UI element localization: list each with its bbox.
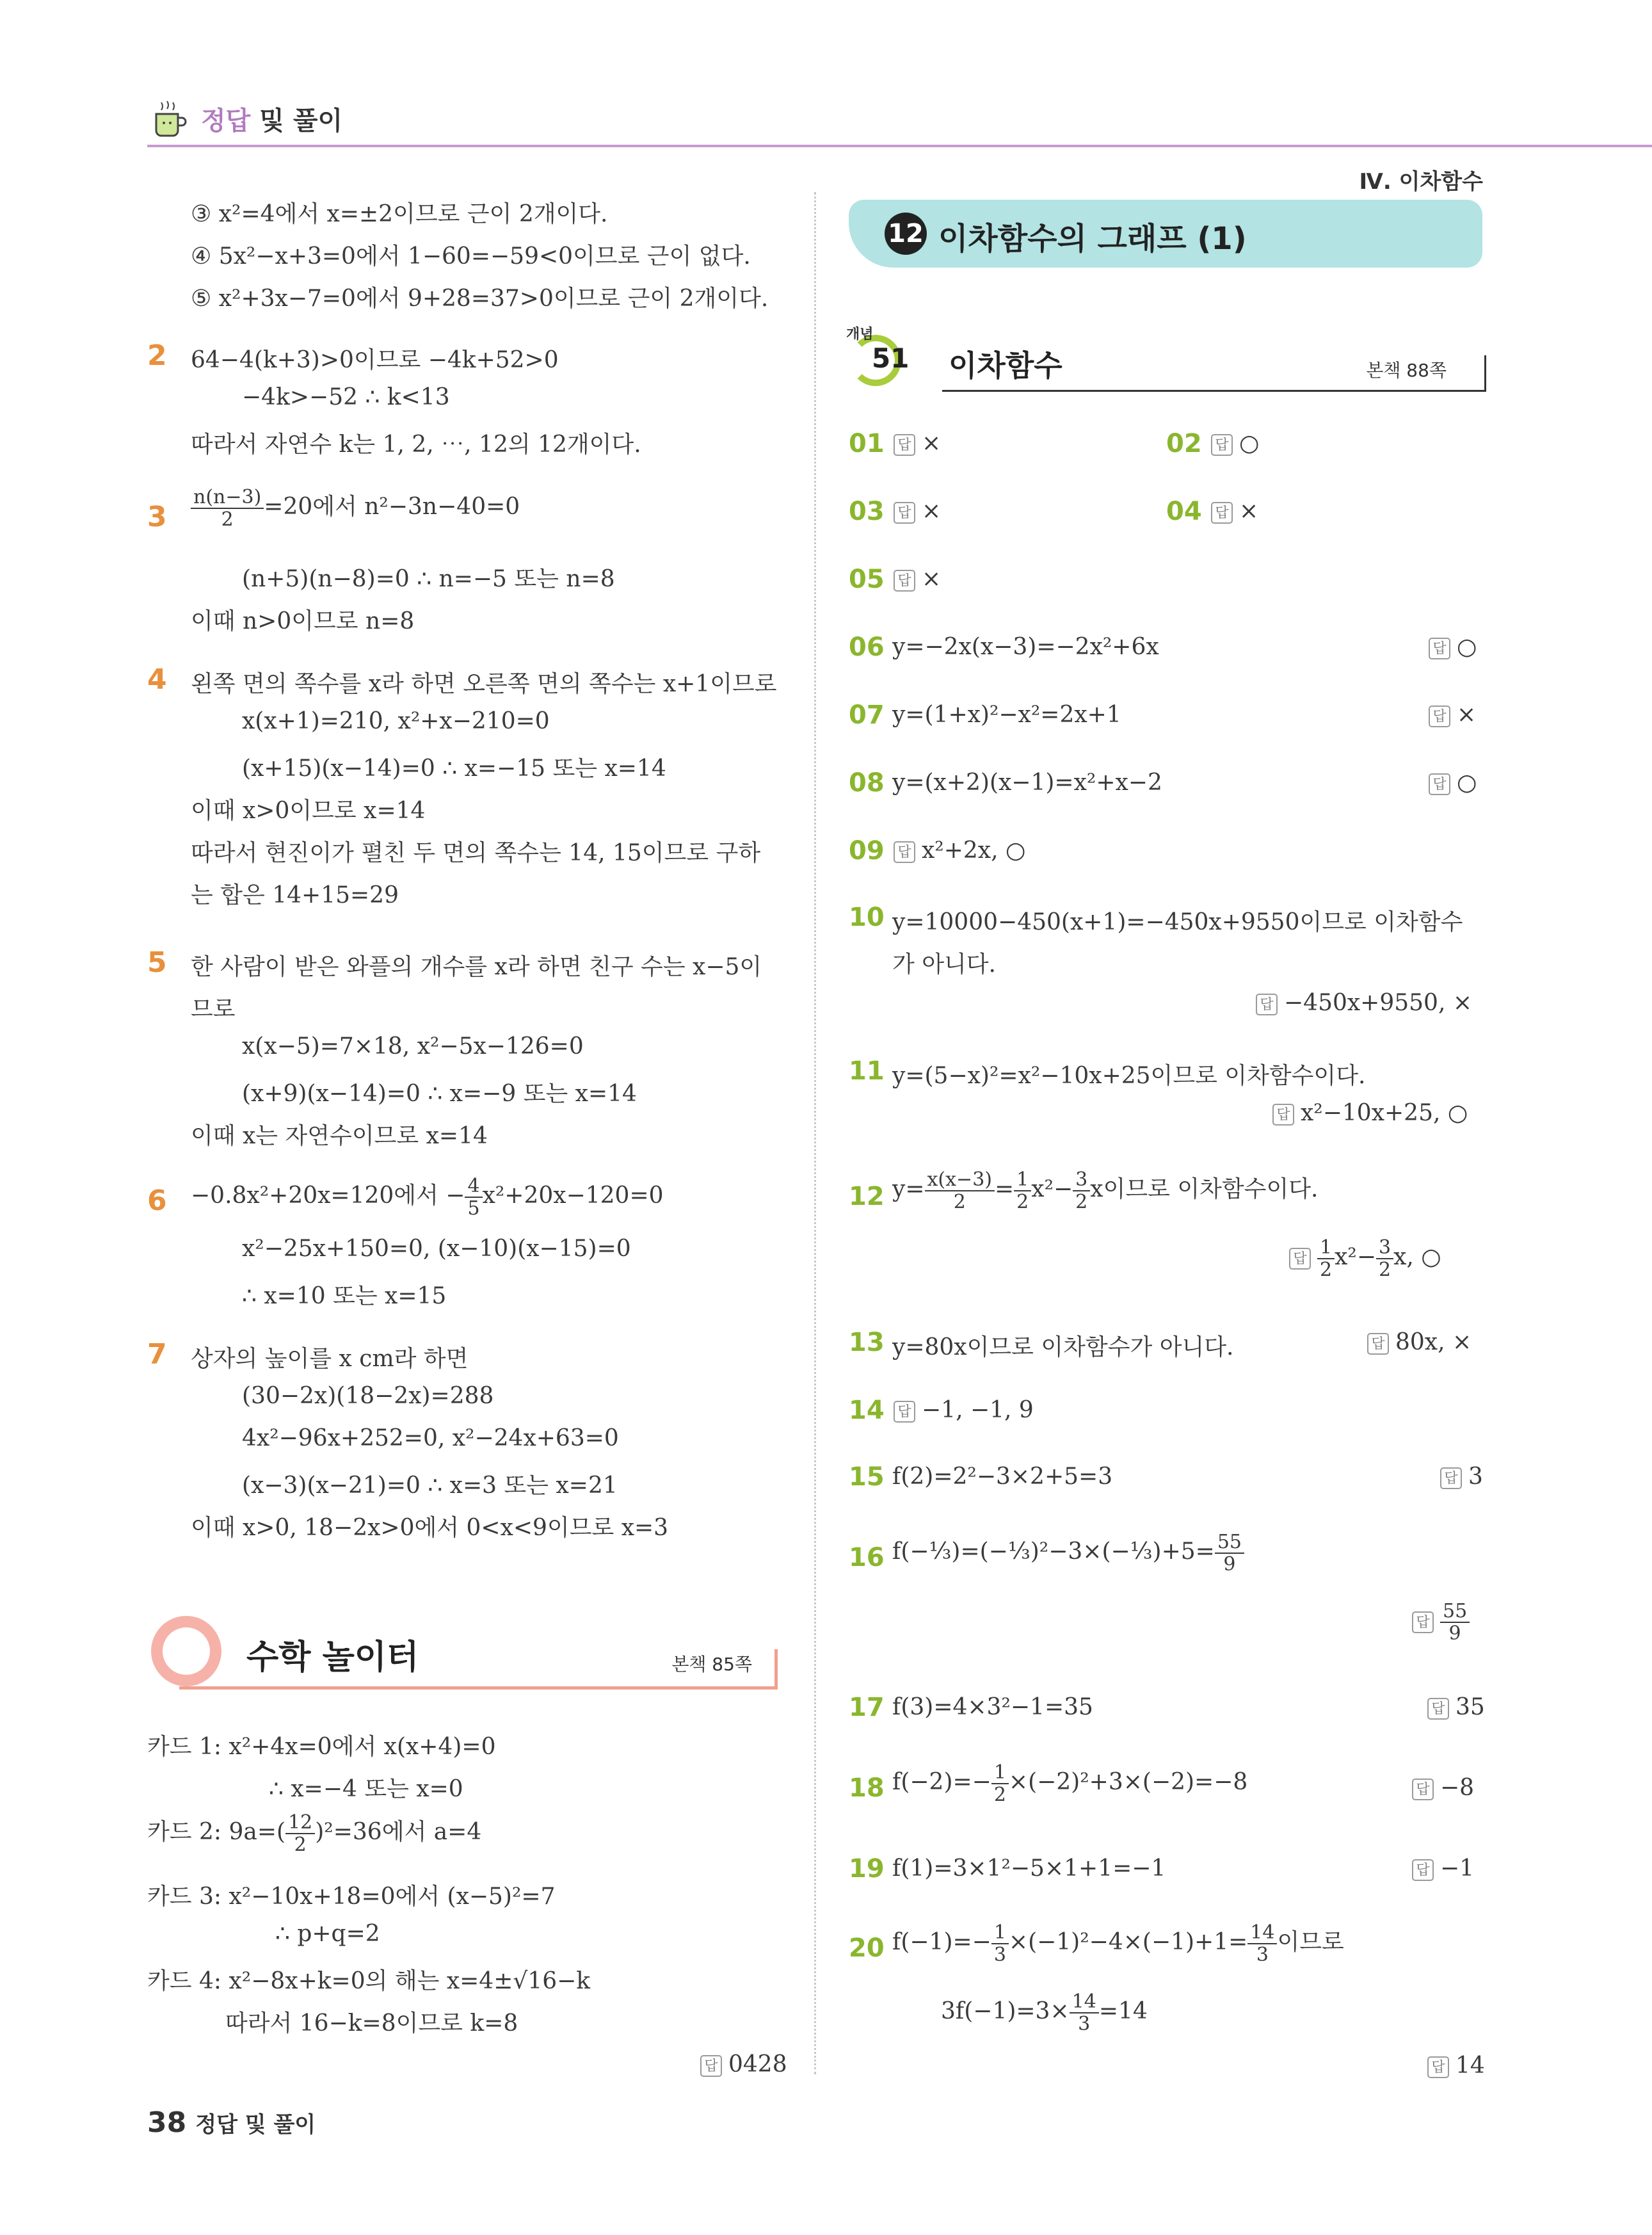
footer-title: 정답 및 풀이 [195, 2112, 316, 2138]
answer-icon: 답 [1412, 1611, 1434, 1633]
solution-line: −4k>−52 ∴ k<13 [242, 384, 450, 410]
solution-line: 므로 [191, 996, 236, 1022]
answer-icon: 답 [894, 570, 915, 592]
solution-line: y=80x이므로 이차함수가 아니다. [892, 1334, 1234, 1360]
header-title-answer: 정답 [201, 106, 251, 136]
answer-number: 03 [849, 497, 885, 526]
answer-number: 01 [849, 429, 885, 458]
concept-label: 개념 [846, 327, 874, 343]
fraction: $\frac{1}{2}$ [1014, 1169, 1031, 1213]
answer-value: 답 80x, × [1367, 1329, 1472, 1355]
answer-number: 04 [1166, 497, 1202, 526]
answer-number: 10 [849, 903, 885, 932]
answer-number: 17 [849, 1693, 885, 1722]
solution-line: x²−25x+150=0, (x−10)(x−15)=0 [242, 1236, 631, 1262]
solution-line: (x+9)(x−14)=0 ∴ x=−9 또는 x=14 [242, 1081, 637, 1107]
fraction: $\frac{4}{5}$ [465, 1175, 482, 1219]
chapter-label: Ⅳ. 이차함수 [1359, 169, 1483, 195]
header-divider [147, 145, 1652, 147]
problem-number: 2 [147, 339, 167, 372]
answer-icon: 답 [894, 434, 915, 456]
answer-icon: 답 [1427, 1698, 1449, 1720]
answer-icon: 답 [1412, 1859, 1434, 1881]
answer-icon: 답 [1429, 638, 1450, 659]
column-divider [814, 192, 816, 2074]
answer-icon: 답 [1272, 1104, 1294, 1126]
page-footer [147, 2106, 316, 2139]
answer-icon: 답 [700, 2055, 722, 2077]
answer-value: 답 −1, −1, 9 [894, 1397, 1034, 1423]
answer-icon: 답 [1367, 1333, 1389, 1355]
solution-line: y=−2x(x−3)=−2x²+6x [892, 634, 1159, 660]
solution-line: 한 사람이 받은 와플의 개수를 x라 하면 친구 수는 x−5이 [191, 954, 762, 980]
solution-line: f(3)=4×3²−1=35 [892, 1694, 1093, 1720]
playground-title: 수학 놀이터 [246, 1638, 419, 1677]
fraction: $\frac{1}{3}$ [991, 1922, 1009, 1965]
card-solution: 카드 1: x²+4x=0에서 x(x+4)=0 [147, 1734, 496, 1760]
solution-line: y=(1+x)²−x²=2x+1 [892, 702, 1121, 728]
answer-icon: 답 [1429, 773, 1450, 795]
fraction: $\frac{12}{2}$ [285, 1812, 315, 1855]
answer-icon: 답 [1412, 1779, 1434, 1800]
answer-number: 18 [849, 1773, 885, 1803]
problem-number: 5 [147, 946, 167, 979]
solution-line: 4x²−96x+252=0, x²−24x+63=0 [242, 1425, 619, 1451]
fraction: $\frac{14}{3}$ [1070, 1991, 1099, 2035]
answer-value: 답 ○ [1429, 770, 1477, 796]
solution-line: 3f(−1)=3× $\frac{14}{3}$ =14 [941, 1990, 1148, 2035]
solution-line: 는 합은 14+15=29 [191, 882, 399, 908]
solution-line: 따라서 현진이가 펼친 두 면의 쪽수는 14, 15이므로 구하 [191, 840, 761, 866]
answer-value: 답 −450x+9550, × [1256, 990, 1472, 1016]
answer-number: 09 [849, 836, 885, 866]
solution-line: y=10000−450(x+1)=−450x+9550이므로 이차함수 [892, 909, 1463, 935]
answer-value: 답 × [1211, 498, 1258, 524]
fraction: $\frac{3}{2}$ [1073, 1169, 1090, 1213]
fraction: $\frac{55}{9}$ [1215, 1531, 1244, 1575]
solution-line: 이때 x>0이므로 x=14 [191, 798, 426, 824]
page-number: 38 [147, 2106, 187, 2139]
playground-answer: 답 0428 [700, 2051, 787, 2078]
solution-line: y=(x+2)(x−1)=x²+x−2 [892, 770, 1162, 796]
solution-line: (30−2x)(18−2x)=288 [242, 1383, 494, 1409]
answer-icon: 답 [1211, 502, 1233, 524]
card-solution: ∴ p+q=2 [275, 1921, 380, 1947]
answer-number: 20 [849, 1933, 885, 1963]
card-solution: 카드 2: 9a=( $\frac{12}{2}$ )²=36에서 a=4 [147, 1811, 482, 1856]
answer-number: 08 [849, 768, 885, 798]
solution-line: 따라서 자연수 k는 1, 2, ⋯, 12의 12개이다. [191, 432, 641, 458]
section-title: 이차함수의 그래프 (1) [938, 221, 1247, 257]
answer-icon: 답 [1211, 434, 1233, 456]
section-banner [849, 200, 1482, 268]
header-title-solution: 및 풀이 [259, 106, 343, 136]
problem-number: 3 [147, 501, 167, 533]
answer-value: 답 × [1429, 702, 1476, 728]
solution-line: 이때 x>0, 18−2x>0에서 0<x<9이므로 x=3 [191, 1515, 669, 1541]
answer-icon: 답 [1289, 1248, 1311, 1270]
answer-icon: 답 [894, 841, 915, 863]
solution-line: x(x+1)=210, x²+x−210=0 [242, 708, 550, 734]
answer-value: 답 × [894, 566, 941, 592]
math-playground-header [147, 1607, 778, 1697]
solution-line: 64−4(k+3)>0이므로 −4k+52>0 [191, 347, 559, 373]
solution-line: (x−3)(x−21)=0 ∴ x=3 또는 x=21 [242, 1473, 618, 1499]
solution-line: y= $\frac{x(x-3)}{2}$ = $\frac{1}{2}$ x²− $\frac{3}{2}$ x이므로 이차함수이다. [892, 1168, 1319, 1213]
solution-line: 가 아니다. [892, 951, 996, 978]
answer-number: 19 [849, 1854, 885, 1884]
solution-line: 왼쪽 면의 쪽수를 x라 하면 오른쪽 면의 쪽수는 x+1이므로 [191, 671, 777, 697]
solution-line: ⑤ x²+3x−7=0에서 9+28=37>0이므로 근이 2개이다. [191, 286, 769, 312]
answer-value: 답 3 [1440, 1464, 1483, 1490]
answer-value: 답 x²+2x, ○ [894, 837, 1025, 864]
answer-number: 07 [849, 700, 885, 730]
concept-number: 51 [872, 343, 910, 374]
solution-line: 이때 n>0이므로 n=8 [191, 608, 415, 634]
solution-line: 이때 x는 자연수이므로 x=14 [191, 1123, 488, 1149]
problem-number: 4 [147, 663, 167, 696]
card-solution: ∴ x=−4 또는 x=0 [269, 1776, 463, 1802]
answer-number: 12 [849, 1182, 885, 1211]
answer-value: 답 x²−10x+25, ○ [1272, 1100, 1468, 1126]
solution-line: f(1)=3×1²−5×1+1=−1 [892, 1855, 1166, 1882]
concept-title: 이차함수 [949, 348, 1063, 383]
playground-reference: 본책 85쪽 [671, 1654, 752, 1675]
answer-value: 답 35 [1427, 1694, 1485, 1720]
solution-line: (x+15)(x−14)=0 ∴ x=−15 또는 x=14 [242, 755, 666, 782]
solution-line: f(−1)=− $\frac{1}{3}$ ×(−1)²−4×(−1)+1= $\frac{14}{3}$ 이므로 [892, 1921, 1344, 1966]
answer-number: 13 [849, 1328, 885, 1357]
answer-icon: 답 [1429, 706, 1450, 727]
answer-icon: 답 [894, 502, 915, 524]
cup-icon [147, 96, 192, 141]
fraction: $\frac{55}{9}$ [1440, 1601, 1470, 1644]
problem-number: 7 [147, 1338, 167, 1371]
card-solution: 카드 3: x²−10x+18=0에서 (x−5)²=7 [147, 1884, 556, 1910]
fraction: $\frac{3}{2}$ [1376, 1237, 1393, 1280]
solution-line: x(x−5)=7×18, x²−5x−126=0 [242, 1033, 584, 1060]
answer-icon: 답 [1427, 2056, 1449, 2078]
answer-number: 14 [849, 1396, 885, 1425]
answer-value: 답 ○ [1429, 634, 1477, 660]
answer-value: 답 −1 [1412, 1855, 1474, 1882]
answer-value: 답 × [894, 498, 941, 524]
solution-line: y=(5−x)²=x²−10x+25이므로 이차함수이다. [892, 1063, 1366, 1089]
concept-header [846, 323, 1486, 400]
solution-line: f(−⅓)=(−⅓)²−3×(−⅓)+5= $\frac{55}{9}$ [892, 1531, 1244, 1575]
solution-line: f(2)=2²−3×2+5=3 [892, 1464, 1113, 1490]
answer-value: 답 −8 [1412, 1775, 1474, 1801]
page-header [147, 90, 342, 147]
fraction: $\frac{x(x-3)}{2}$ [925, 1169, 995, 1213]
fraction: $\frac{n(n-3)}{2}$ [191, 487, 264, 530]
answer-number: 11 [849, 1056, 885, 1086]
solution-line: f(−2)=− $\frac{1}{2}$ ×(−2)²+3×(−2)=−8 [892, 1761, 1248, 1806]
solution-line: ∴ x=10 또는 x=15 [242, 1283, 447, 1309]
answer-number: 16 [849, 1543, 885, 1572]
answer-value [1412, 1601, 1470, 1644]
problem-number: 6 [147, 1184, 167, 1217]
solution-line: ④ 5x²−x+3=0에서 1−60=−59<0이므로 근이 없다. [191, 243, 751, 270]
answer-number: 06 [849, 633, 885, 662]
section-number: 12 [885, 213, 927, 255]
answer-value: 답 14 [1427, 2053, 1485, 2079]
answer-value: 답 ○ [1211, 430, 1259, 456]
concept-reference: 본책 88쪽 [1366, 360, 1447, 381]
solution-line: 상자의 높이를 x cm라 하면 [191, 1346, 469, 1372]
answer-icon: 답 [1256, 994, 1278, 1015]
card-solution: 따라서 16−k=8이므로 k=8 [225, 2010, 518, 2037]
answer-value: 답 × [894, 430, 941, 456]
solution-line: −0.8x²+20x=120에서 − $\frac{4}{5}$ x²+20x−120=0 [191, 1175, 664, 1220]
solution-line: $\frac{n(n-3)}{2}$ =20에서 n²−3n−40=0 [191, 487, 520, 530]
answer-icon: 답 [1440, 1467, 1462, 1489]
answer-number: 05 [849, 565, 885, 594]
answer-number: 15 [849, 1462, 885, 1492]
fraction: $\frac{14}{3}$ [1247, 1922, 1277, 1965]
answer-number: 02 [1166, 429, 1202, 458]
solution-line: ③ x²=4에서 x=±2이므로 근이 2개이다. [191, 201, 608, 227]
answer-icon: 답 [894, 1401, 915, 1423]
fraction: $\frac{1}{2}$ [991, 1762, 1009, 1805]
answer-value: 답 $\frac{1}{2}$ x²− $\frac{3}{2}$ x, ○ [1289, 1237, 1441, 1280]
card-solution: 카드 4: x²−8x+k=0의 해는 x=4±√16−k [147, 1968, 591, 1994]
fraction: $\frac{1}{2}$ [1317, 1237, 1335, 1280]
solution-line: (n+5)(n−8)=0 ∴ n=−5 또는 n=8 [242, 566, 615, 592]
